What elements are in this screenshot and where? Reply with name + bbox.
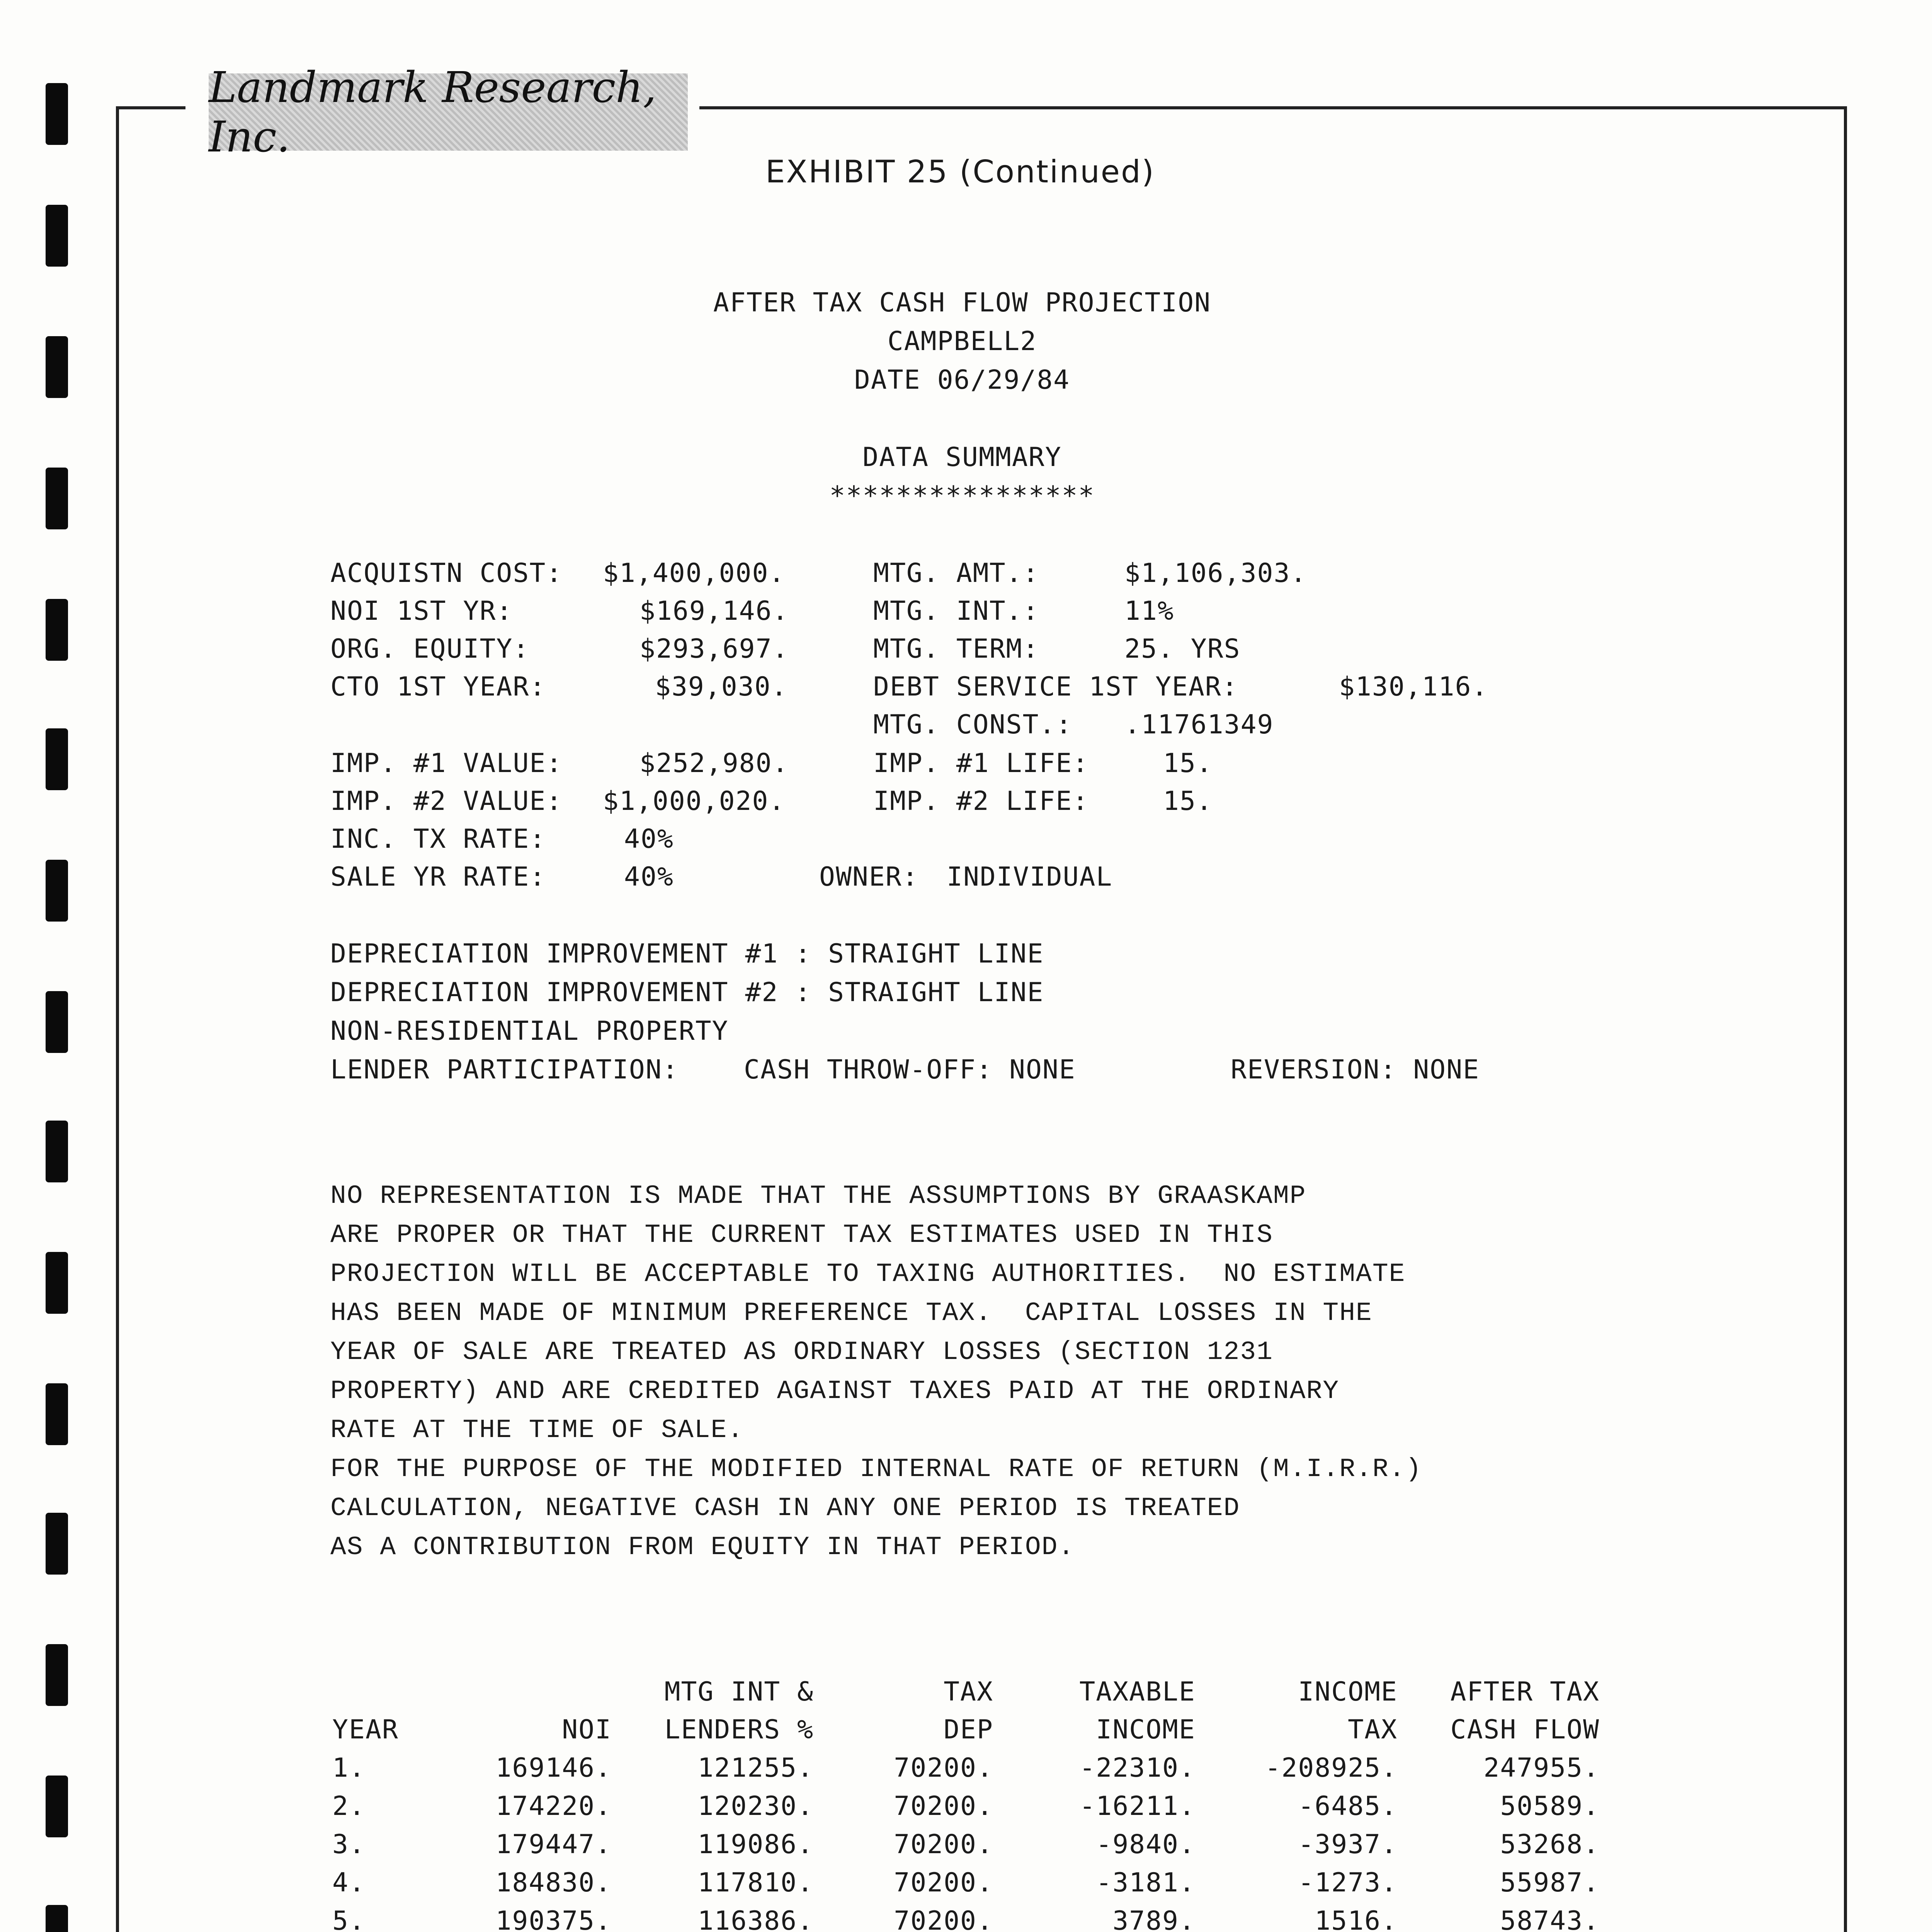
acquisition-cost-label: ACQUISTN COST: bbox=[330, 558, 563, 588]
logo-text: Landmark Research, Inc. bbox=[209, 63, 657, 162]
binder-hole bbox=[46, 83, 68, 145]
tax-dep-cell: 70200. bbox=[894, 1906, 993, 1932]
original-equity-value: $293,697. bbox=[639, 634, 789, 664]
income-tax-rate-label: INC. TX RATE: bbox=[330, 824, 546, 854]
sale-year-rate-label: SALE YR RATE: bbox=[330, 862, 546, 892]
binder-hole bbox=[46, 1905, 68, 1932]
table-header-row bbox=[332, 1673, 1600, 1749]
owner-label: OWNER: bbox=[819, 862, 919, 892]
income-tax-cell: 1516. bbox=[1315, 1906, 1398, 1932]
taxable-income-cell: -3181. bbox=[1096, 1867, 1196, 1898]
imp1-value: $252,980. bbox=[639, 748, 789, 779]
col-year-header: YEAR bbox=[332, 1714, 399, 1745]
debt-service-label: DEBT SERVICE 1ST YEAR: bbox=[873, 672, 1238, 702]
noi-cell: 179447. bbox=[495, 1829, 612, 1860]
income-tax-cell: -6485. bbox=[1298, 1791, 1398, 1821]
mtg-int-cell: 120230. bbox=[697, 1791, 814, 1821]
col-income-tax-header: INCOME TAX bbox=[1298, 1677, 1398, 1745]
income-tax-cell: -1273. bbox=[1298, 1867, 1398, 1898]
report-title: AFTER TAX CASH FLOW PROJECTION bbox=[713, 287, 1211, 318]
binder-hole bbox=[46, 1776, 68, 1837]
cash-flow-cell: 53268. bbox=[1500, 1829, 1600, 1860]
binder-hole bbox=[46, 468, 68, 529]
income-tax-rate-value: 40% bbox=[624, 824, 674, 854]
taxable-income-cell: -22310. bbox=[1079, 1753, 1196, 1783]
noi-cell: 190375. bbox=[495, 1906, 612, 1932]
binder-hole bbox=[46, 1252, 68, 1314]
original-equity-label: ORG. EQUITY: bbox=[330, 634, 530, 664]
tax-dep-cell: 70200. bbox=[894, 1867, 993, 1898]
owner-value: INDIVIDUAL bbox=[947, 862, 1113, 892]
imp1-life-label: IMP. #1 LIFE: bbox=[873, 748, 1089, 779]
cash-throw-off: CASH THROW-OFF: NONE bbox=[744, 1054, 1076, 1085]
imp1-life-value: 15. bbox=[1163, 748, 1213, 779]
binder-hole bbox=[46, 205, 68, 267]
mtg-int-cell: 119086. bbox=[697, 1829, 814, 1860]
mtg-int-cell: 121255. bbox=[697, 1753, 814, 1783]
noi-first-year-value: $169,146. bbox=[639, 596, 789, 626]
binder-hole bbox=[46, 336, 68, 398]
tax-dep-cell: 70200. bbox=[894, 1829, 993, 1860]
income-tax-cell: -3937. bbox=[1298, 1829, 1398, 1860]
taxable-income-cell: 3789. bbox=[1112, 1906, 1196, 1932]
table-row bbox=[332, 1902, 1600, 1932]
cash-flow-cell: 55987. bbox=[1500, 1867, 1600, 1898]
mortgage-amount-label: MTG. AMT.: bbox=[873, 558, 1039, 588]
noi-first-year-label: NOI 1ST YR: bbox=[330, 596, 513, 626]
mortgage-constant-value: .11761349 bbox=[1124, 709, 1274, 740]
acquisition-cost-value: $1,400,000. bbox=[603, 558, 786, 588]
mtg-int-cell: 117810. bbox=[697, 1867, 814, 1898]
year-cell: 5. bbox=[332, 1906, 366, 1932]
binder-hole bbox=[46, 1513, 68, 1575]
mortgage-interest-value: 11% bbox=[1124, 596, 1174, 626]
binder-hole bbox=[46, 728, 68, 790]
tax-dep-cell: 70200. bbox=[894, 1791, 993, 1821]
binder-hole bbox=[46, 860, 68, 922]
mortgage-term-value: 25. YRS bbox=[1124, 634, 1241, 664]
exhibit-title: EXHIBIT 25 (Continued) bbox=[765, 154, 1155, 190]
mortgage-interest-label: MTG. INT.: bbox=[873, 596, 1039, 626]
table-row bbox=[332, 1825, 1600, 1864]
imp1-value-label: IMP. #1 VALUE: bbox=[330, 748, 563, 779]
report-date: DATE 06/29/84 bbox=[854, 365, 1070, 395]
noi-cell: 169146. bbox=[495, 1753, 612, 1783]
table-row bbox=[332, 1864, 1600, 1902]
mtg-int-cell: 116386. bbox=[697, 1906, 814, 1932]
year-cell: 3. bbox=[332, 1829, 366, 1860]
binder-hole bbox=[46, 1383, 68, 1445]
mortgage-amount-value: $1,106,303. bbox=[1124, 558, 1307, 588]
table-row bbox=[332, 1749, 1600, 1787]
binder-hole bbox=[46, 991, 68, 1053]
cto-first-year-value: $39,030. bbox=[655, 672, 788, 702]
tax-dep-cell: 70200. bbox=[894, 1753, 993, 1783]
depreciation-imp1: DEPRECIATION IMPROVEMENT #1 : STRAIGHT LINE bbox=[330, 939, 1044, 969]
disclaimer-paragraph: NO REPRESENTATION IS MADE THAT THE ASSUMPTIONS BY GRAASKAMP ARE PROPER OR THAT THE CURRENT TAX ESTIMATES USED IN THIS PROJECTION WILL BE ACCEPTABLE TO TAXING AUTHORITIES. NO ESTIMATE HAS BEEN MADE OF MINIMUM PREFERENCE TAX. CAPITAL LOSSES IN THE YEAR OF SALE ARE TREATED AS ORDINARY LOSSES (SECTION 1231 PROPERTY) AND ARE CREDITED AGAINST TAXES PAID AT THE ORDINARY RATE AT THE TIME OF SALE. FOR THE PURPOSE OF THE MODIFIED INTERNAL RATE OF RETURN (M.I.R.R.) CALCULATION, NEGATIVE CASH IN ANY ONE PERIOD IS TREATED AS A CONTRIBUTION FROM EQUITY IN THAT PERIOD. bbox=[330, 1181, 1422, 1562]
binder-hole bbox=[46, 1121, 68, 1182]
col-taxable-income-header: TAXABLE INCOME bbox=[1079, 1677, 1196, 1745]
col-mtg-int-header: MTG INT & LENDERS % bbox=[664, 1677, 814, 1745]
depreciation-imp2: DEPRECIATION IMPROVEMENT #2 : STRAIGHT LINE bbox=[330, 977, 1044, 1008]
col-noi-header: NOI bbox=[562, 1714, 612, 1745]
cash-flow-table bbox=[332, 1673, 1600, 1932]
cash-flow-cell: 247955. bbox=[1483, 1753, 1600, 1783]
col-tax-dep-header: TAX DEP bbox=[944, 1677, 993, 1745]
taxable-income-cell: -16211. bbox=[1079, 1791, 1196, 1821]
taxable-income-cell: -9840. bbox=[1096, 1829, 1196, 1860]
binder-hole bbox=[46, 1644, 68, 1706]
year-cell: 1. bbox=[332, 1753, 366, 1783]
year-cell: 4. bbox=[332, 1867, 366, 1898]
binder-hole bbox=[46, 599, 68, 661]
cash-flow-cell: 50589. bbox=[1500, 1791, 1600, 1821]
debt-service-value: $130,116. bbox=[1339, 672, 1488, 702]
section-rule: **************** bbox=[829, 481, 1095, 511]
section-title: DATA SUMMARY bbox=[862, 442, 1062, 473]
mortgage-term-label: MTG. TERM: bbox=[873, 634, 1039, 664]
noi-cell: 184830. bbox=[495, 1867, 612, 1898]
imp2-life-value: 15. bbox=[1163, 786, 1213, 816]
mortgage-constant-label: MTG. CONST.: bbox=[873, 709, 1073, 740]
table-row bbox=[332, 1787, 1600, 1825]
cto-first-year-label: CTO 1ST YEAR: bbox=[330, 672, 546, 702]
cash-flow-cell: 58743. bbox=[1500, 1906, 1600, 1932]
col-cash-flow-header: AFTER TAX CASH FLOW bbox=[1450, 1677, 1600, 1745]
reversion: REVERSION: NONE bbox=[1231, 1054, 1480, 1085]
company-logo bbox=[209, 63, 688, 162]
imp2-life-label: IMP. #2 LIFE: bbox=[873, 786, 1089, 816]
imp2-value: $1,000,020. bbox=[603, 786, 786, 816]
lender-participation-label: LENDER PARTICIPATION: bbox=[330, 1054, 679, 1085]
year-cell: 2. bbox=[332, 1791, 366, 1821]
property-type: NON-RESIDENTIAL PROPERTY bbox=[330, 1016, 729, 1046]
imp2-value-label: IMP. #2 VALUE: bbox=[330, 786, 563, 816]
income-tax-cell: -208925. bbox=[1265, 1753, 1398, 1783]
sale-year-rate-value: 40% bbox=[624, 862, 674, 892]
project-name: CAMPBELL2 bbox=[887, 326, 1037, 357]
noi-cell: 174220. bbox=[495, 1791, 612, 1821]
